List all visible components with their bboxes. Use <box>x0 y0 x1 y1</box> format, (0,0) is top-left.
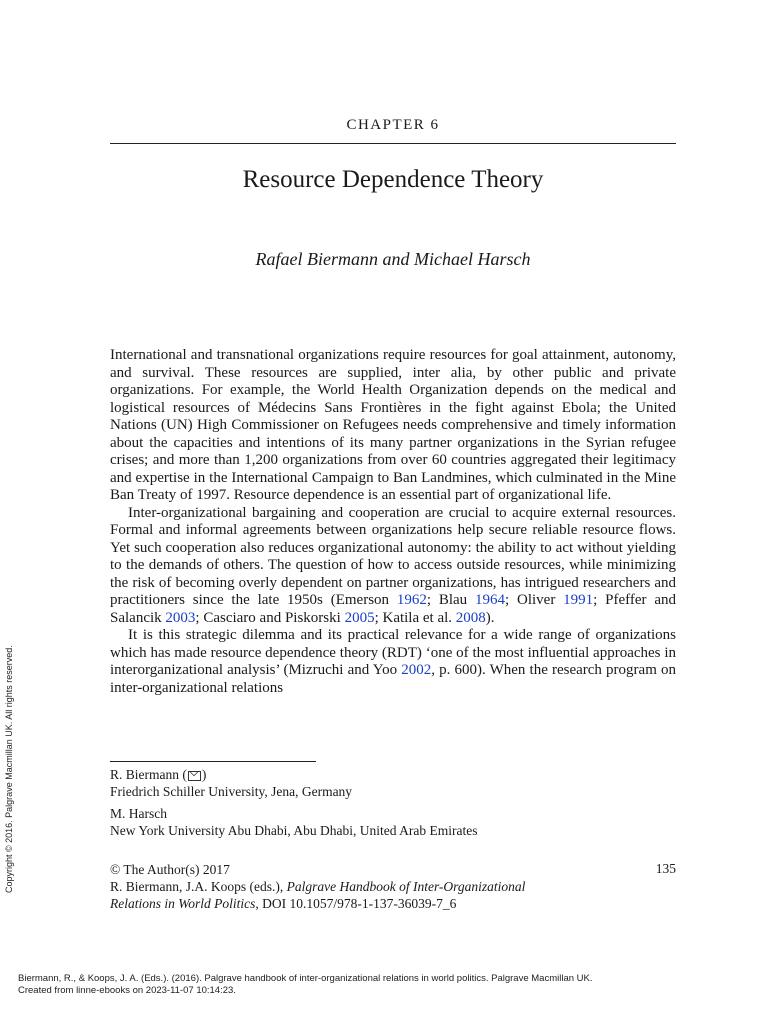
body-text <box>110 347 676 697</box>
paragraph-2-text: ; Casciaro and Piskorski <box>195 609 345 626</box>
author-name: M. Harsch <box>110 806 167 821</box>
paragraph-2-text: ; Pfeffer and Salancik <box>110 592 676 626</box>
source-footer <box>18 973 758 996</box>
footnote-rule <box>110 761 316 762</box>
author-name-text: ) <box>201 767 207 782</box>
copyright-block <box>110 861 610 912</box>
chapter-title: Resource Dependence Theory <box>242 166 544 193</box>
book-citation <box>110 878 610 895</box>
paragraph-2-text: Inter-organizational bargaining and cooperation are crucial to acquire external resources. Formal and informal agreements between organizations help secure reliable resource flows. Yet such cooperation also reduces organizational autonomy: the ability to act without yielding to the demands of others. The question of how to access outside resources, while minimizing the risk of becoming overly dependent on partner organizations, has intrigued researchers and practitioners since the late 1950s (Emerson <box>110 504 676 608</box>
chapter-authors: Rafael Biermann and Michael Harsch <box>255 249 531 269</box>
source-citation: Biermann, R., & Koops, J. A. (Eds.). (2016). Palgrave handbook of inter-organizational relations in world politics. Palgrave Macmillan UK. <box>18 973 593 984</box>
paragraph-2-text: ). <box>485 609 495 626</box>
paragraph-3 <box>110 627 676 697</box>
paragraph-2-text: ; Oliver <box>505 592 564 608</box>
affiliation-biermann <box>110 766 676 800</box>
citation-link-1962[interactable]: 1962 <box>396 592 427 608</box>
citation-link-2003[interactable]: 2003 <box>165 609 196 626</box>
author-institution: Friedrich Schiller University, Jena, Germany <box>110 784 353 799</box>
book-title: Palgrave Handbook of Inter-Organizational <box>286 879 526 894</box>
envelope-icon[interactable] <box>188 771 201 781</box>
page-number: 135 <box>655 861 676 876</box>
doi: , DOI 10.1057/978-1-137-36039-7_6 <box>255 896 457 911</box>
citation-link-2008[interactable]: 2008 <box>455 609 486 626</box>
paragraph-3-text: It is this strategic dilemma and its practical relevance for a wide range of organizations which has made resource dependence theory (RDT) ‘one of the most influential approaches in interorganizational analysis’ (Mizruchi and Yoo <box>110 627 676 678</box>
book-citation-cont <box>110 895 610 912</box>
citation-link-2005[interactable]: 2005 <box>344 609 375 626</box>
book-title: Relations in World Politics <box>110 896 256 911</box>
paragraph-2 <box>110 505 676 628</box>
citation-link-1964[interactable]: 1964 <box>475 592 506 608</box>
book-editors: R. Biermann, J.A. Koops (eds.), <box>110 879 287 894</box>
paragraph-2-text: ; Katila et al. <box>374 609 456 626</box>
paragraph-3-text: , p. 600). When the research program on inter-organizational relations <box>110 662 676 696</box>
chapter-rule <box>110 143 676 144</box>
author-institution: New York University Abu Dhabi, Abu Dhabi, United Arab Emirates <box>110 823 478 838</box>
author-name <box>110 766 676 783</box>
paragraph-1: International and transnational organizations require resources for goal attainment, autonomy, and survival. These resources are supplied, inter alia, by other public and private organizations. For example, the World Health Organization depends on the medical and logistical resources of Médecins Sans Frontières in the fight against Ebola; the United Nations (UN) High Commissioner on Refugees needs comprehensive and timely information about the capacities and intentions of its many partner organizations in the Syrian refugee crises; and more than 1,200 organizations from over 60 countries aggregated their legitimacy and expertise in the International Campaign to Ban Landmines, which culminated in the Mine Ban Treaty of 1997. Resource dependence is an essential part of organizational life. <box>110 347 676 503</box>
side-copyright-notice: Copyright © 2016. Palgrave Macmillan UK. All rights reserved. <box>4 645 14 893</box>
affiliation-harsch <box>110 805 676 839</box>
paragraph-2-text: ; Blau <box>426 592 476 608</box>
copyright-line: © The Author(s) 2017 <box>110 862 230 877</box>
citation-link-2002[interactable]: 2002 <box>401 662 432 678</box>
source-timestamp: Created from linne-ebooks on 2023-11-07 10:14:23. <box>18 984 236 996</box>
chapter-label: CHAPTER 6 <box>346 117 440 133</box>
citation-link-1991[interactable]: 1991 <box>563 592 594 608</box>
author-name-text: R. Biermann ( <box>110 767 187 782</box>
